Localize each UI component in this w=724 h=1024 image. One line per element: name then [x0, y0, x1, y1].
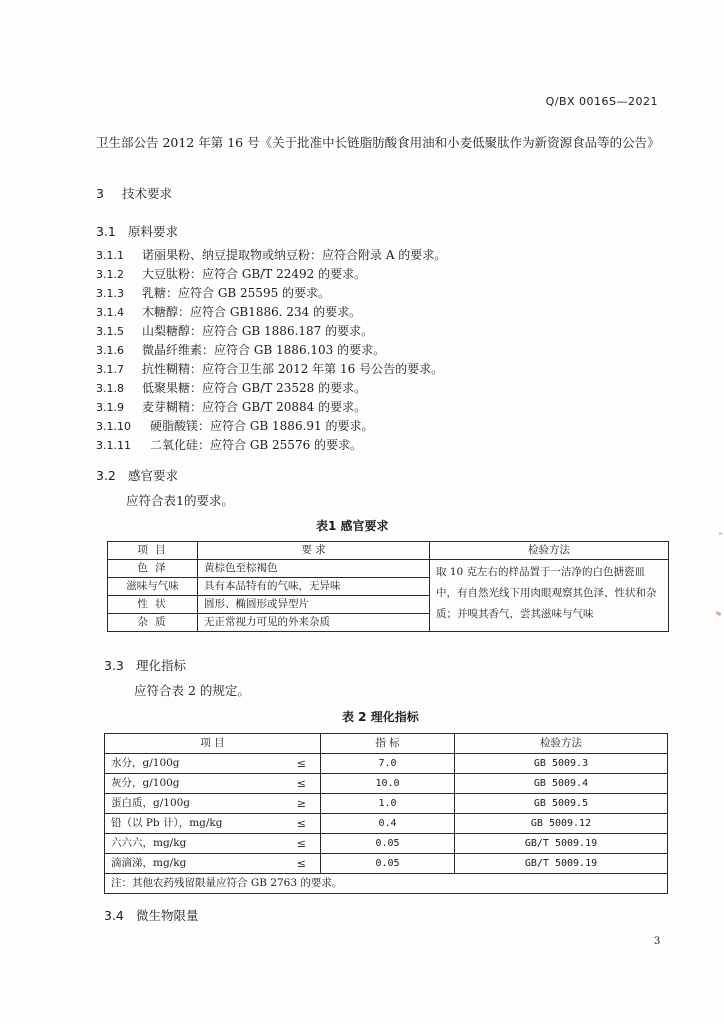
item-cell: 色 泽 [108, 560, 198, 578]
intro-line: 卫生部公告 2012 年第 16 号《关于批准中长链脂肪酸食用油和小麦低聚肽作为新资源食品等的公告》 [96, 135, 660, 150]
operator-cell: ≤ [283, 834, 321, 854]
section-number: 3.2 [96, 468, 116, 483]
list-item: 3.1.5 山梨糖醇：应符合 GB 1886.187 的要求。 [96, 324, 374, 338]
section-3-heading [96, 184, 172, 202]
list-item: 3.1.6 微晶纤维素：应符合 GB 1886.103 的要求。 [96, 343, 386, 357]
physicochemical-table [104, 733, 668, 894]
page-number: 3 [654, 936, 661, 947]
item-cell: 铅（以 Pb 计），mg/kg [105, 814, 283, 834]
table-note-row [105, 874, 668, 894]
table-row [105, 814, 668, 834]
item-cell: 六六六，mg/kg [105, 834, 283, 854]
method-cell: GB 5009.4 [455, 774, 668, 794]
item-cell: 灰分，g/100g [105, 774, 283, 794]
operator-cell: ≤ [283, 774, 321, 794]
column-header: 检验方法 [430, 542, 669, 560]
item-cell: 蛋白质，g/100g [105, 794, 283, 814]
section-number: 3.3 [104, 658, 124, 673]
column-header: 项 目 [108, 542, 198, 560]
section-number: 3.1 [96, 224, 116, 239]
method-cell: GB/T 5009.19 [455, 834, 668, 854]
section-number: 3.4 [104, 908, 124, 923]
list-item: 3.1.4 木糖醇：应符合 GB1886. 234 的要求。 [96, 305, 362, 319]
item-cell: 滋味与气味 [108, 578, 198, 596]
column-header: 要 求 [198, 542, 430, 560]
table-row [105, 854, 668, 874]
section-3-2-heading [96, 466, 178, 484]
section-3-3-heading [104, 656, 186, 674]
method-cell: GB 5009.3 [455, 754, 668, 774]
paragraph: 应符合表 2 的规定。 [134, 683, 250, 698]
item-cell: 滴滴涕，mg/kg [105, 854, 283, 874]
table-row [105, 754, 668, 774]
section-title: 原料要求 [127, 224, 178, 239]
section-title: 技术要求 [122, 186, 173, 201]
list-item: 3.1.1 诺丽果粉、纳豆提取物或纳豆粉：应符合附录 A 的要求。 [96, 248, 447, 262]
table-2-caption: 表 2 理化指标 [342, 710, 419, 724]
section-number: 3 [96, 186, 104, 201]
sensory-table [107, 541, 669, 632]
table-row [108, 560, 669, 578]
standard-code: Q/BX 0016S—2021 [545, 95, 658, 108]
table-header-row [105, 734, 668, 754]
operator-cell: ≤ [283, 854, 321, 874]
operator-cell: ≤ [283, 814, 321, 834]
section-3-4-heading [104, 906, 199, 924]
item-cell: 杂 质 [108, 614, 198, 632]
table-row [105, 774, 668, 794]
list-item: 3.1.10 硬脂酸镁：应符合 GB 1886.91 的要求。 [96, 419, 374, 433]
list-item: 3.1.11 二氧化硅：应符合 GB 25576 的要求。 [96, 438, 363, 452]
value-cell: 0.05 [321, 834, 455, 854]
operator-cell: ≥ [283, 794, 321, 814]
column-header: 检验方法 [455, 734, 668, 754]
column-header: 项 目 [105, 734, 321, 754]
value-cell: 1.0 [321, 794, 455, 814]
requirement-cell: 具有本品特有的气味，无异味 [198, 578, 430, 596]
item-cell: 性 状 [108, 596, 198, 614]
list-item: 3.1.7 抗性糊精：应符合卫生部 2012 年第 16 号公告的要求。 [96, 362, 444, 376]
method-cell: GB 5009.5 [455, 794, 668, 814]
list-item: 3.1.2 大豆肽粉：应符合 GB/T 22492 的要求。 [96, 267, 367, 281]
list-item: 3.1.8 低聚果糖：应符合 GB/T 23528 的要求。 [96, 381, 367, 395]
value-cell: 7.0 [321, 754, 455, 774]
table-header-row [108, 542, 669, 560]
red-mark [716, 611, 722, 616]
item-cell: 水分，g/100g [105, 754, 283, 774]
list-item: 3.1.9 麦芽糊精：应符合 GB/T 20884 的要求。 [96, 400, 367, 414]
operator-cell: ≤ [283, 754, 321, 774]
table-row [105, 834, 668, 854]
section-title: 微生物限量 [135, 908, 199, 923]
value-cell: 0.05 [321, 854, 455, 874]
method-cell: GB 5009.12 [455, 814, 668, 834]
column-header: 指 标 [321, 734, 455, 754]
requirement-cell: 圆形、椭圆形或异型片 [198, 596, 430, 614]
requirement-cell: 无正常视力可见的外来杂质 [198, 614, 430, 632]
paragraph: 应符合表1的要求。 [126, 493, 234, 508]
method-cell: 取 10 克左右的样品置于一洁净的白色搪瓷皿中，有自然光线下用肉眼观察其色泽、性状和杂质；并嗅其香气，尝其滋味与气味 [430, 560, 669, 632]
section-title: 理化指标 [135, 658, 186, 673]
requirement-cell: 黄棕色至棕褐色 [198, 560, 430, 578]
section-3-1-heading [96, 222, 178, 240]
list-item: 3.1.3 乳糖：应符合 GB 25595 的要求。 [96, 286, 331, 300]
red-mark [719, 532, 722, 535]
table-1-caption: 表1 感官要求 [316, 519, 389, 533]
section-title: 感官要求 [127, 468, 178, 483]
value-cell: 0.4 [321, 814, 455, 834]
table-note: 注：其他农药残留限量应符合 GB 2763 的要求。 [105, 874, 668, 894]
value-cell: 10.0 [321, 774, 455, 794]
method-cell: GB/T 5009.19 [455, 854, 668, 874]
table-row [105, 794, 668, 814]
